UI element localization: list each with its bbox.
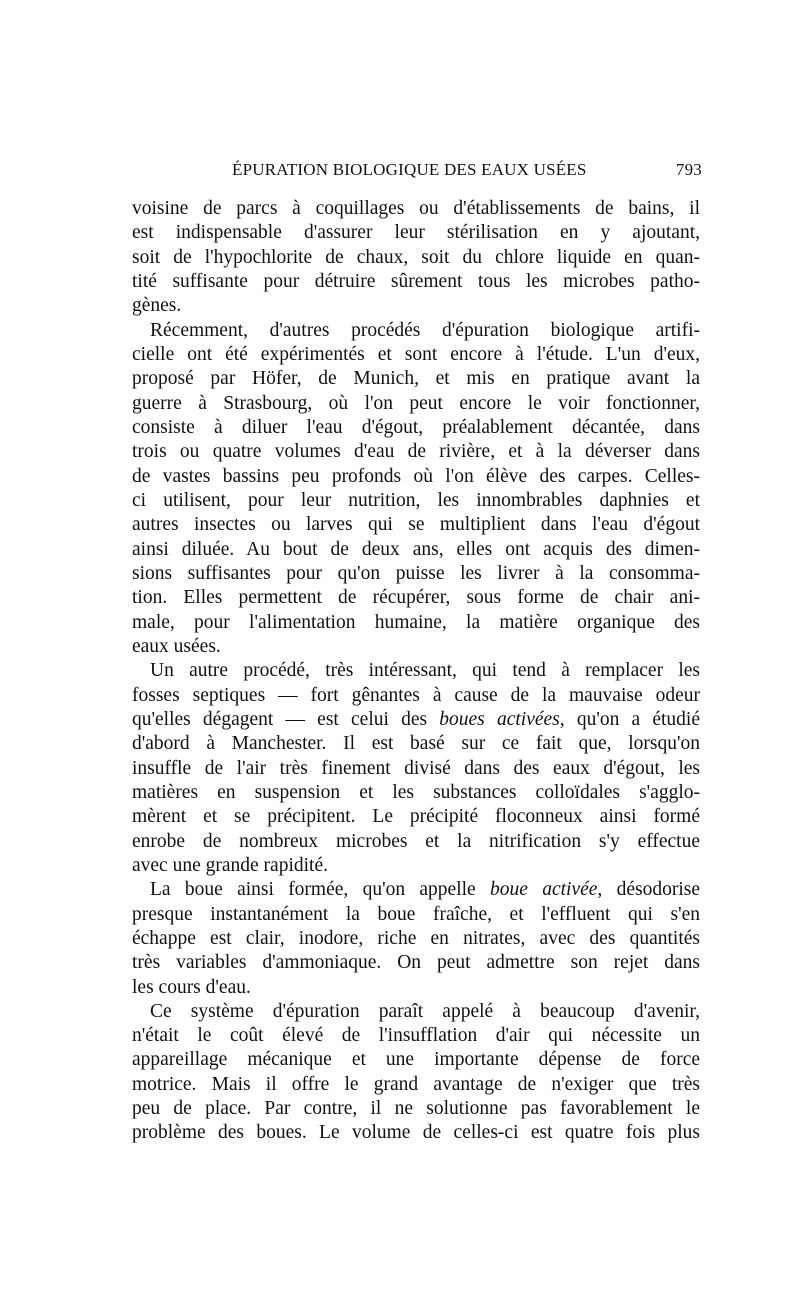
page-number: 793 (675, 160, 702, 179)
body-text (132, 197, 700, 1146)
text-line: soit de l'hypochlorite de chaux, soit du chlore liquide en quan- (132, 246, 700, 268)
text-line: de vastes bassins peu profonds où l'on élève des carpes. Celles- (132, 465, 700, 487)
text-line: appareillage mécanique et une importante dépense de force (132, 1049, 700, 1071)
text-line: mèrent et se précipitent. Le précipité floconneux ainsi formé (132, 806, 700, 828)
text-line: n'était le coût élevé de l'insufflation d'air qui nécessite un (132, 1025, 700, 1047)
italic-term: boues activées (439, 708, 560, 730)
text-line (132, 708, 700, 732)
text-line: peu de place. Par contre, il ne solutionne pas favorablement le (132, 1098, 700, 1120)
text-line: cielle ont été expérimentés et sont encore à l'étude. L'un d'eux, (132, 343, 700, 365)
paragraph-first-line (132, 878, 700, 902)
text-line: fosses septiques — fort gênantes à cause de la mauvaise odeur (132, 684, 700, 706)
line-text-after-italic: , qu'on a étudié (559, 708, 700, 730)
text-line: sions suffisantes pour qu'on puisse les livrer à la consomma- (132, 562, 700, 584)
text-line: motrice. Mais il offre le grand avantage de n'exiger que très (132, 1073, 700, 1095)
running-head (232, 160, 702, 184)
line-text-after-italic: , désodorise (597, 879, 700, 901)
text-line: très variables d'ammoniaque. On peut admettre son rejet dans (132, 952, 700, 974)
paragraph-end-line: gènes. (132, 295, 182, 317)
text-line: presque instantanément la boue fraîche, et l'effluent qui s'en (132, 903, 700, 925)
text-line: male, pour l'alimentation humaine, la matière organique des (132, 611, 700, 633)
text-line: proposé par Höfer, de Munich, et mis en pratique avant la (132, 368, 700, 390)
line-text-before-italic: La boue ainsi formée, qu'on appelle (150, 879, 490, 901)
text-line: trois ou quatre volumes d'eau de rivière, et à la déverser dans (132, 441, 700, 463)
text-line: tité suffisante pour détruire sûrement tous les microbes patho- (132, 270, 700, 292)
running-title: ÉPURATION BIOLOGIQUE DES EAUX USÉES (232, 160, 587, 179)
paragraph-end-line: les cours d'eau. (132, 976, 251, 998)
text-line: insuffle de l'air très finement divisé dans des eaux d'égout, les (132, 757, 700, 779)
paragraph-first-line: Ce système d'épuration paraît appelé à beaucoup d'avenir, (150, 1000, 700, 1022)
italic-term: boue activée (490, 879, 598, 901)
text-line: ainsi diluée. Au bout de deux ans, elles ont acquis des dimen- (132, 538, 700, 560)
paragraph-end-line: eaux usées. (132, 635, 221, 657)
paragraph-end-line: avec une grande rapidité. (132, 854, 328, 876)
text-line: d'abord à Manchester. Il est basé sur ce fait que, lorsqu'on (132, 733, 700, 755)
text-line: tion. Elles permettent de récupérer, sous forme de chair ani- (132, 587, 700, 609)
paragraph-first-line: Un autre procédé, très intéressant, qui tend à remplacer les (150, 660, 700, 682)
text-line: matières en suspension et les substances colloïdales s'agglo- (132, 781, 700, 803)
text-line: consiste à diluer l'eau d'égout, préalablement décantée, dans (132, 416, 700, 438)
text-line: autres insectes ou larves qui se multiplient dans l'eau d'égout (132, 514, 700, 536)
text-line: ci utilisent, pour leur nutrition, les innombrables daphnies et (132, 489, 700, 511)
paragraph-first-line: Récemment, d'autres procédés d'épuration biologique artifi- (150, 319, 700, 341)
text-line: voisine de parcs à coquillages ou d'établissements de bains, il (132, 198, 700, 219)
text-line: enrobe de nombreux microbes et la nitrification s'y effectue (132, 830, 700, 852)
text-line: problème des boues. Le volume de celles-ci est quatre fois plus (132, 1122, 700, 1144)
text-line: guerre à Strasbourg, où l'on peut encore le voir fonctionner, (132, 392, 700, 414)
line-text-before-italic: qu'elles dégagent — est celui des (132, 708, 440, 730)
text-line: est indispensable d'assurer leur stérilisation en y ajoutant, (132, 222, 700, 244)
text-line: échappe est clair, inodore, riche en nitrates, avec des quantités (132, 927, 700, 949)
